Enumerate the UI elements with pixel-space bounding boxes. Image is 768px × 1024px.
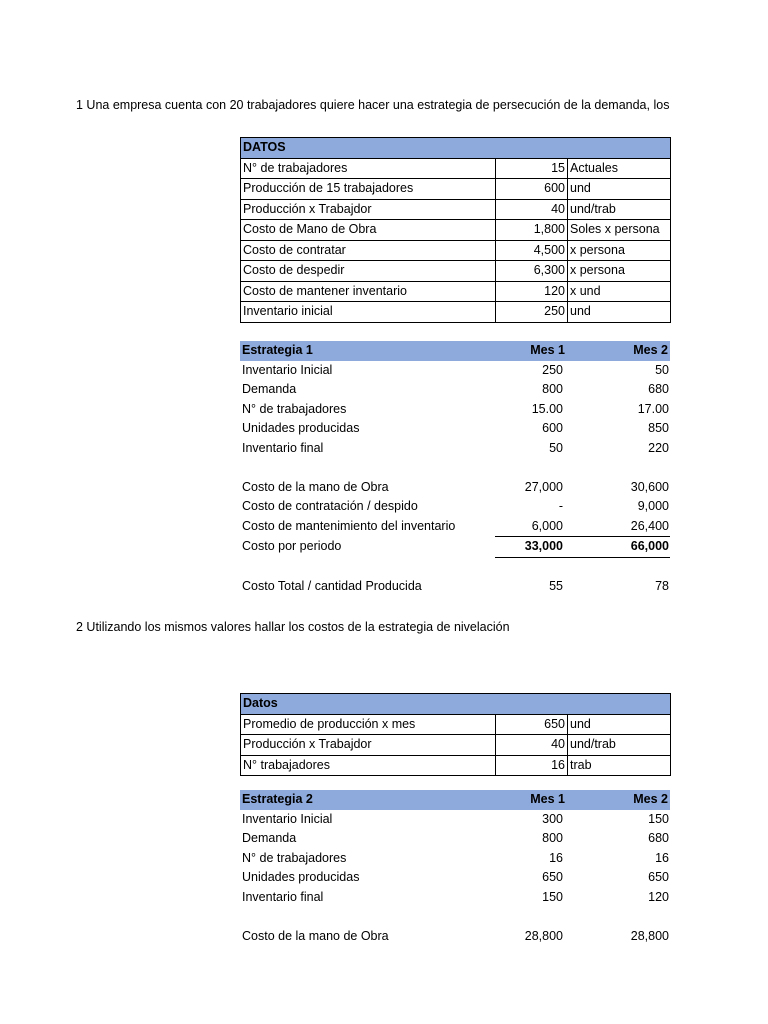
month-1-value: 15.00 <box>531 401 563 416</box>
month-2-value: 9,000 <box>637 499 669 514</box>
month-1-header: Mes 1 <box>495 790 567 810</box>
row-unit: und/trab <box>568 735 671 756</box>
unit-cost-month-1: 55 <box>549 579 563 594</box>
strategy-header <box>240 790 670 810</box>
row-label: Costo de contratar <box>241 240 496 261</box>
total-label: Costo por periodo <box>242 539 342 554</box>
table-row <box>241 158 671 179</box>
strategy-header <box>240 341 670 361</box>
month-2-header: Mes 2 <box>567 341 670 361</box>
datos-table-1 <box>240 137 671 323</box>
month-2-value: 16 <box>655 850 669 865</box>
month-2-value: 50 <box>655 362 669 377</box>
row-value: 250 <box>496 302 568 323</box>
month-1-value: 16 <box>549 850 563 865</box>
table-row <box>241 735 671 756</box>
month-2-value: 220 <box>648 440 669 455</box>
row-value: 40 <box>496 735 568 756</box>
month-2-value: 26,400 <box>630 518 669 533</box>
row-label: Costo de la mano de Obra <box>242 479 389 494</box>
month-1-value: 27,000 <box>524 479 563 494</box>
month-1-value: 600 <box>542 421 563 436</box>
month-2-value: 680 <box>648 382 669 397</box>
row-label: Producción x Trabajdor <box>241 735 496 756</box>
table-row <box>240 380 670 400</box>
month-1-value: 650 <box>542 870 563 885</box>
month-1-value: 50 <box>549 440 563 455</box>
row-label: Costo de la mano de Obra <box>242 928 389 943</box>
datos-table-header <box>241 138 671 159</box>
unit-cost-label: Costo Total / cantidad Producida <box>242 579 422 594</box>
row-label: Promedio de producción x mes <box>241 714 496 735</box>
table-row <box>240 497 670 517</box>
row-value: 120 <box>496 281 568 302</box>
row-label: Inventario Inicial <box>242 362 333 377</box>
table-row <box>240 361 670 381</box>
row-label: Demanda <box>242 831 297 846</box>
row-value: 16 <box>496 755 568 776</box>
row-unit: trab <box>568 755 671 776</box>
table-row <box>240 517 670 537</box>
month-2-value: 30,600 <box>630 479 669 494</box>
table-row <box>241 714 671 735</box>
row-label: Demanda <box>242 382 297 397</box>
month-1-value: 250 <box>542 362 563 377</box>
month-2-value: 120 <box>648 889 669 904</box>
row-label: Inventario inicial <box>241 302 496 323</box>
unit-cost-row <box>240 577 670 597</box>
row-unit: und/trab <box>568 199 671 220</box>
table-row <box>241 179 671 200</box>
row-value: 40 <box>496 199 568 220</box>
row-value: 15 <box>496 158 568 179</box>
row-unit: x persona <box>568 240 671 261</box>
spacer-row <box>240 458 670 478</box>
month-1-value: 6,000 <box>531 518 563 533</box>
row-label: Producción de 15 trabajadores <box>241 179 496 200</box>
month-1-value: 800 <box>542 382 563 397</box>
month-1-value: 150 <box>542 889 563 904</box>
table-row <box>240 829 670 849</box>
row-value: 4,500 <box>496 240 568 261</box>
month-1-value: 800 <box>542 831 563 846</box>
row-label: Inventario Inicial <box>242 811 333 826</box>
month-2-header: Mes 2 <box>567 790 670 810</box>
row-unit: x persona <box>568 261 671 282</box>
total-row <box>240 537 670 558</box>
table-row <box>240 810 670 830</box>
row-label: Unidades producidas <box>242 421 360 436</box>
month-2-value: 150 <box>648 811 669 826</box>
row-label: Costo de mantener inventario <box>241 281 496 302</box>
table-row <box>240 868 670 888</box>
datos-header-label: DATOS <box>241 138 671 159</box>
row-unit: und <box>568 714 671 735</box>
row-value: 650 <box>496 714 568 735</box>
row-label: Producción x Trabajdor <box>241 199 496 220</box>
row-label: N° de trabajadores <box>242 850 347 865</box>
row-label: N° trabajadores <box>241 755 496 776</box>
month-1-header: Mes 1 <box>495 341 567 361</box>
row-label: Inventario final <box>242 889 324 904</box>
table-row <box>241 220 671 241</box>
month-2-value: 680 <box>648 831 669 846</box>
row-value: 1,800 <box>496 220 568 241</box>
table-row <box>240 927 670 947</box>
month-1-value: 28,800 <box>524 928 563 943</box>
strategy-2-table <box>240 790 670 946</box>
total-month-2: 66,000 <box>567 537 670 558</box>
row-value: 600 <box>496 179 568 200</box>
table-row <box>240 419 670 439</box>
table-row <box>241 199 671 220</box>
row-value: 6,300 <box>496 261 568 282</box>
row-unit: und <box>568 179 671 200</box>
spacer-row <box>240 907 670 927</box>
month-2-value: 850 <box>648 421 669 436</box>
unit-cost-month-2: 78 <box>655 579 669 594</box>
month-1-value: 300 <box>542 811 563 826</box>
datos-table-2 <box>240 693 671 776</box>
row-label: Costo de Mano de Obra <box>241 220 496 241</box>
table-row <box>240 439 670 459</box>
table-row <box>241 302 671 323</box>
strategy-1-table <box>240 341 670 597</box>
strategy-title: Estrategia 1 <box>240 341 495 361</box>
strategy-title: Estrategia 2 <box>240 790 495 810</box>
month-1-value: - <box>558 499 563 514</box>
datos-table-header <box>241 694 671 715</box>
datos-header-label: Datos <box>241 694 671 715</box>
table-row <box>241 240 671 261</box>
row-unit: x und <box>568 281 671 302</box>
table-row <box>241 281 671 302</box>
table-row <box>240 478 670 498</box>
month-2-value: 17.00 <box>637 401 669 416</box>
table-row <box>240 849 670 869</box>
table-row <box>240 888 670 908</box>
table-row <box>240 400 670 420</box>
row-unit: und <box>568 302 671 323</box>
question-1-text: 1 Una empresa cuenta con 20 trabajadores quiere hacer una estrategia de persecución de la demanda, los <box>76 98 670 112</box>
row-label: N° de trabajadores <box>242 401 347 416</box>
spacer-row <box>240 557 670 577</box>
total-month-1: 33,000 <box>495 537 567 558</box>
table-row <box>241 261 671 282</box>
row-unit: Soles x persona <box>568 220 671 241</box>
table-row <box>241 755 671 776</box>
row-label: Costo de mantenimiento del inventario <box>242 519 456 533</box>
month-2-value: 650 <box>648 870 669 885</box>
row-label: Unidades producidas <box>242 870 360 885</box>
row-label: Inventario final <box>242 440 324 455</box>
row-label: Costo de despedir <box>241 261 496 282</box>
row-label: Costo de contratación / despido <box>242 499 418 514</box>
question-2-text: 2 Utilizando los mismos valores hallar los costos de la estrategia de nivelación <box>76 620 510 634</box>
month-2-value: 28,800 <box>630 928 669 943</box>
row-unit: Actuales <box>568 158 671 179</box>
row-label: N° de trabajadores <box>241 158 496 179</box>
